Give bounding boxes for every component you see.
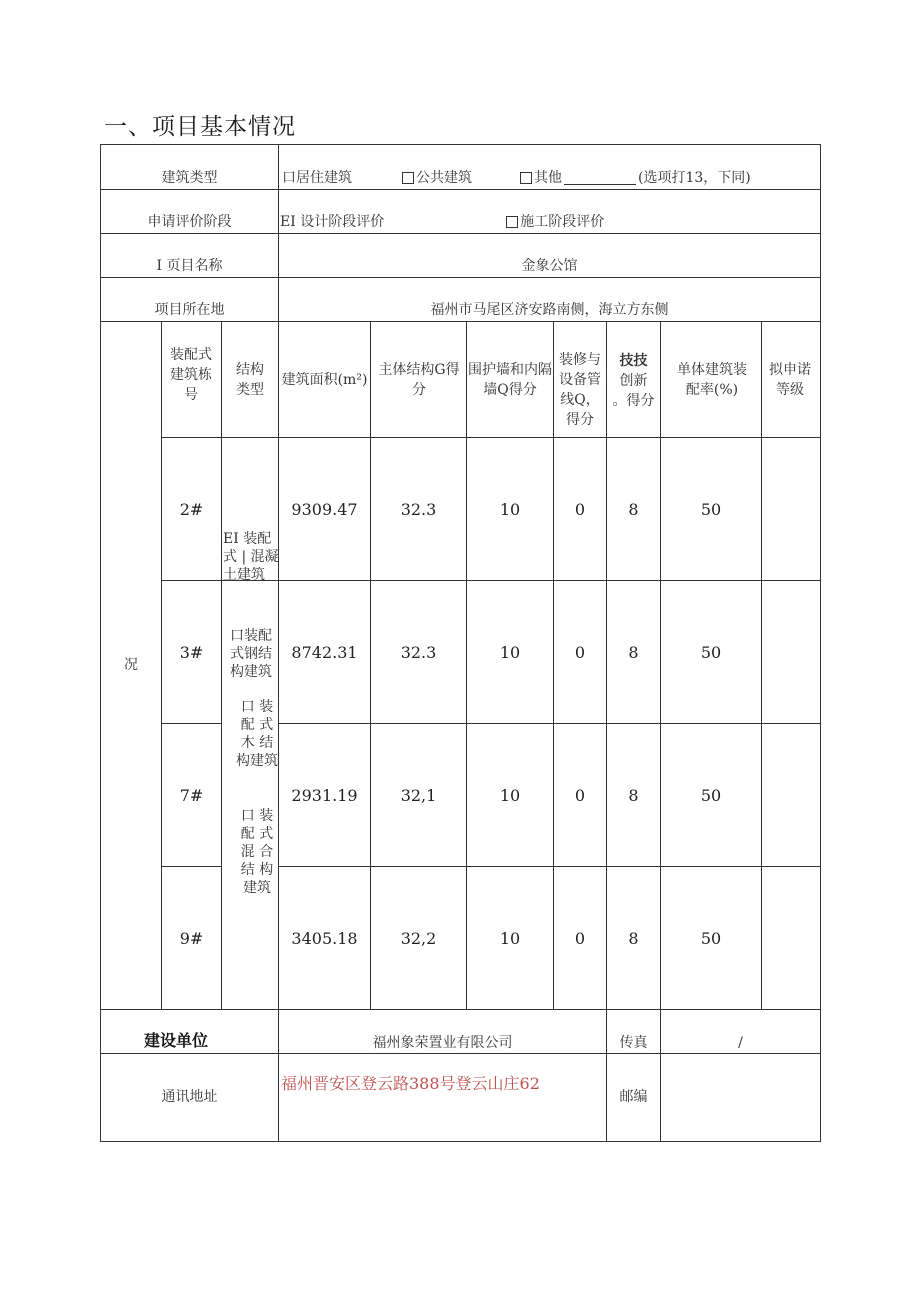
zip-label: 邮编 [619, 1089, 648, 1105]
checkbox-other[interactable] [520, 172, 532, 184]
main-structure-score: 32.3 [400, 642, 437, 662]
option-construction-stage[interactable]: 施工阶段评价 [520, 213, 605, 230]
wall-score: 10 [499, 642, 521, 662]
header-building-no: 装配式建筑栋号 [170, 347, 212, 403]
fax-value[interactable]: / [738, 1034, 743, 1051]
decoration-score: 0 [574, 642, 586, 662]
wall-score: 10 [499, 499, 521, 519]
tech-score: 8 [628, 785, 639, 805]
rating-level[interactable] [762, 581, 820, 723]
structure-option-mixed: 口 装配 式混 合结 构建筑 [240, 808, 274, 896]
structure-option-steel: 口装配式钢结构建筑 [230, 628, 272, 680]
header-main-structure: 主体结构G得分 [378, 362, 460, 398]
option-other[interactable]: 其他 [534, 169, 562, 186]
building-no: 9# [179, 928, 204, 948]
header-tech-line3: 。得分 [612, 393, 655, 409]
building-type-label: 建筑类型 [161, 169, 218, 186]
main-structure-score: 32.3 [400, 499, 437, 519]
building-type-options [282, 166, 812, 190]
builder-value: 福州象荣置业有限公司 [372, 1034, 513, 1051]
wall-score: 10 [499, 785, 521, 805]
assembly-rate: 50 [700, 642, 722, 662]
header-tech-innovation [607, 345, 660, 417]
header-tech-line1: 技技 [619, 353, 648, 369]
stage-options [280, 210, 810, 234]
header-floor-area: 建筑面积(m²) [281, 371, 368, 388]
building-no: 7# [179, 785, 204, 805]
structure-option-concrete: EI 装配式 | 混凝土建筑 [223, 531, 279, 583]
project-name-value: 金象公馆 [521, 257, 578, 274]
structure-option-wood: 口 装配 式木 结构建筑 [236, 699, 278, 769]
header-tech-line2: 创新 [619, 373, 648, 389]
checkbox-public[interactable] [402, 172, 414, 184]
assembly-rate: 50 [700, 928, 722, 948]
main-structure-score: 32,1 [400, 785, 437, 805]
address-value: 福州晋安区登云路388号登云山庄62 [281, 1073, 540, 1093]
address-label: 通讯地址 [161, 1089, 218, 1105]
location-value: 福州市马尾区济安路南侧，海立方东侧 [430, 301, 669, 318]
rating-level[interactable] [762, 724, 820, 866]
decoration-score: 0 [574, 785, 586, 805]
side-label: 况 [124, 657, 138, 673]
rating-level[interactable] [762, 867, 820, 1009]
decoration-score: 0 [574, 928, 586, 948]
header-decoration-score: 装修与设备管线Q，得分 [559, 352, 601, 428]
project-name-label: I 页目名称 [156, 257, 223, 274]
rating-level[interactable] [762, 438, 820, 580]
floor-area: 2931.19 [291, 785, 358, 805]
building-no: 3# [179, 642, 204, 662]
option-residential[interactable]: 口居住建筑 [282, 169, 352, 186]
header-structure-type: 结构类型 [236, 362, 264, 398]
option-public[interactable]: 公共建筑 [416, 169, 472, 186]
assembly-rate: 50 [700, 785, 722, 805]
floor-area: 8742.31 [291, 642, 358, 662]
location-label: 项目所在地 [154, 301, 225, 318]
header-rating-level: 拟申诺等级 [769, 362, 811, 398]
other-blank-line[interactable] [564, 172, 636, 185]
fax-label: 传真 [619, 1034, 648, 1051]
checkbox-construction-stage[interactable] [506, 216, 518, 228]
builder-label: 建设单位 [143, 1030, 208, 1050]
header-wall-score: 围护墙和内隔墙Q得分 [468, 362, 552, 398]
zip-value[interactable] [661, 1054, 820, 1141]
selection-note: (选项打13，下同) [638, 169, 751, 186]
assembly-rate: 50 [700, 499, 722, 519]
option-design-stage[interactable]: EI 设计阶段评价 [280, 213, 385, 230]
main-structure-score: 32,2 [400, 928, 437, 948]
tech-score: 8 [628, 642, 639, 662]
wall-score: 10 [499, 928, 521, 948]
floor-area: 3405.18 [291, 928, 358, 948]
decoration-score: 0 [574, 499, 586, 519]
page-title: 一、项目基本情况 [104, 114, 296, 140]
header-assembly-rate: 单体建筑装配率(%) [677, 362, 747, 398]
floor-area: 9309.47 [291, 499, 358, 519]
stage-label: 申请评价阶段 [147, 213, 232, 230]
tech-score: 8 [628, 928, 639, 948]
building-no: 2# [179, 499, 204, 519]
tech-score: 8 [628, 499, 639, 519]
